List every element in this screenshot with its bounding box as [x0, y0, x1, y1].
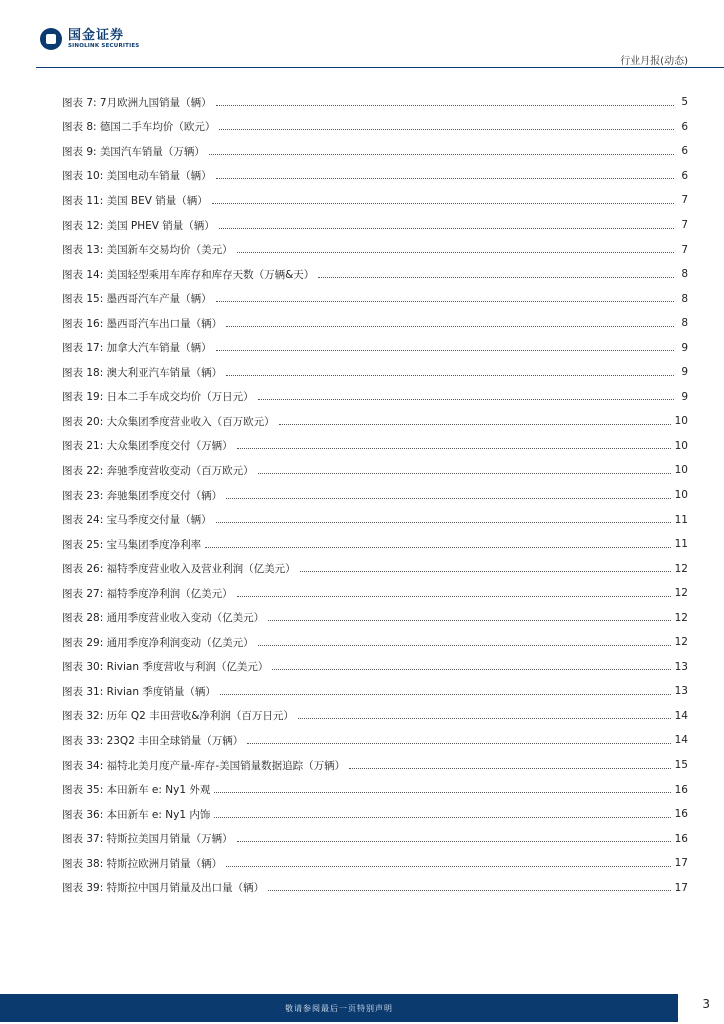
toc-entry-label: 图表 35: 本田新车 e: Ny1 外观 [62, 784, 211, 797]
toc-dot-leader [258, 399, 674, 400]
toc-entry-page: 13 [674, 660, 688, 673]
toc-entry-label: 图表 36: 本田新车 e: Ny1 内饰 [62, 808, 211, 821]
toc-entry-label: 图表 24: 宝马季度交付量（辆） [62, 514, 212, 527]
toc-entry[interactable] [62, 409, 688, 434]
toc-entry-page: 17 [674, 857, 688, 870]
toc-entry-page: 12 [674, 636, 688, 649]
toc-dot-leader [279, 424, 671, 425]
toc-entry-page: 6 [681, 145, 688, 158]
toc-entry-page: 8 [681, 317, 688, 330]
toc-dot-leader [216, 522, 671, 523]
header-divider [36, 67, 724, 68]
toc-entry-page: 12 [674, 562, 688, 575]
toc-entry-page: 8 [681, 292, 688, 305]
toc-entry-label: 图表 12: 美国 PHEV 销量（辆） [62, 219, 215, 232]
toc-entry-label: 图表 15: 墨西哥汽车产量（辆） [62, 293, 212, 306]
toc-entry-label: 图表 16: 墨西哥汽车出口量（辆） [62, 317, 223, 330]
toc-dot-leader [237, 448, 671, 449]
toc-entry-page: 17 [674, 881, 688, 894]
toc-entry-page: 5 [681, 96, 688, 109]
toc-dot-leader [219, 228, 674, 229]
toc-entry[interactable] [62, 876, 688, 901]
toc-dot-leader [226, 375, 674, 376]
toc-entry-page: 15 [674, 759, 688, 772]
toc-entry-page: 11 [674, 513, 688, 526]
toc-dot-leader [268, 890, 671, 891]
toc-entry[interactable] [62, 237, 688, 262]
toc-dot-leader [247, 743, 670, 744]
toc-entry-label: 图表 34: 福特北美月度产量-库存-美国销量数据追踪（万辆） [62, 759, 346, 772]
toc-entry[interactable] [62, 115, 688, 140]
toc-entry-label: 图表 21: 大众集团季度交付（万辆） [62, 440, 233, 453]
toc-entry-page: 12 [674, 611, 688, 624]
toc-entry-label: 图表 26: 福特季度营业收入及营业利润（亿美元） [62, 563, 296, 576]
page-number: 3 [702, 997, 710, 1011]
toc-entry-page: 10 [674, 489, 688, 502]
toc-dot-leader [220, 694, 671, 695]
toc-entry-label: 图表 28: 通用季度营业收入变动（亿美元） [62, 612, 265, 625]
toc-entry[interactable] [62, 704, 688, 729]
toc-entry-label: 图表 29: 通用季度净利润变动（亿美元） [62, 636, 254, 649]
toc-entry-label: 图表 32: 历年 Q2 丰田营收&净利润（百万日元） [62, 710, 294, 723]
toc-entry[interactable] [62, 679, 688, 704]
toc-entry[interactable] [62, 286, 688, 311]
toc-entry[interactable] [62, 188, 688, 213]
toc-dot-leader [268, 620, 671, 621]
toc-entry-label: 图表 14: 美国轻型乘用车库存和库存天数（万辆&天） [62, 268, 315, 281]
toc-entry-label: 图表 19: 日本二手车成交均价（万日元） [62, 391, 254, 404]
toc-entry-label: 图表 23: 奔驰集团季度交付（辆） [62, 489, 223, 502]
toc-entry-label: 图表 37: 特斯拉美国月销量（万辆） [62, 833, 233, 846]
toc-entry[interactable] [62, 262, 688, 287]
toc-entry[interactable] [62, 335, 688, 360]
toc-entry-label: 图表 10: 美国电动车销量（辆） [62, 170, 212, 183]
toc-entry-page: 6 [681, 120, 688, 133]
toc-dot-leader [349, 768, 670, 769]
toc-dot-leader [226, 866, 671, 867]
toc-entry-page: 10 [674, 415, 688, 428]
toc-dot-leader [237, 252, 674, 253]
toc-entry-page: 8 [681, 268, 688, 281]
toc-entry-page: 6 [681, 169, 688, 182]
toc-dot-leader [300, 571, 671, 572]
toc-entry[interactable] [62, 139, 688, 164]
toc-entry-label: 图表 11: 美国 BEV 销量（辆） [62, 194, 208, 207]
toc-dot-leader [216, 178, 674, 179]
toc-entry-page: 9 [681, 341, 688, 354]
toc-entry-label: 图表 27: 福特季度净利润（亿美元） [62, 587, 233, 600]
toc-entry-label: 图表 20: 大众集团季度营业收入（百万欧元） [62, 415, 275, 428]
toc-entry[interactable] [62, 581, 688, 606]
document-type: 行业月报(动态) [620, 56, 688, 67]
toc-entry-label: 图表 17: 加拿大汽车销量（辆） [62, 342, 212, 355]
toc-entry-page: 9 [681, 366, 688, 379]
toc-entry[interactable] [62, 532, 688, 557]
toc-entry[interactable] [62, 458, 688, 483]
toc-dot-leader [298, 718, 671, 719]
toc-entry[interactable] [62, 434, 688, 459]
toc-dot-leader [214, 792, 670, 793]
toc-entry-label: 图表 18: 澳大利亚汽车销量（辆） [62, 366, 223, 379]
toc-entry-label: 图表 22: 奔驰季度营收变动（百万欧元） [62, 464, 254, 477]
toc-dot-leader [226, 498, 671, 499]
company-logo [40, 28, 139, 50]
toc-dot-leader [237, 841, 671, 842]
toc-entry[interactable] [62, 385, 688, 410]
toc-entry[interactable] [62, 213, 688, 238]
toc-entry-page: 11 [674, 538, 688, 551]
toc-entry-page: 9 [681, 390, 688, 403]
toc-entry[interactable] [62, 630, 688, 655]
logo-chinese-name: 国金证券 [68, 27, 125, 43]
toc-entry[interactable] [62, 483, 688, 508]
toc-entry[interactable] [62, 753, 688, 778]
toc-entry[interactable] [62, 164, 688, 189]
toc-dot-leader [216, 105, 674, 106]
toc-dot-leader [219, 129, 674, 130]
toc-dot-leader [216, 301, 674, 302]
page-header [0, 0, 724, 70]
toc-entry[interactable] [62, 802, 688, 827]
toc-entry[interactable] [62, 655, 688, 680]
toc-dot-leader [237, 596, 671, 597]
toc-dot-leader [209, 154, 674, 155]
toc-dot-leader [205, 547, 671, 548]
toc-entry[interactable] [62, 777, 688, 802]
toc-entry-page: 16 [674, 808, 688, 821]
toc-entry-label: 图表 33: 23Q2 丰田全球销量（万辆） [62, 734, 244, 747]
toc-dot-leader [318, 277, 674, 278]
figure-table-of-contents [62, 90, 688, 900]
toc-entry-page: 13 [674, 685, 688, 698]
toc-entry-label: 图表 13: 美国新车交易均价（美元） [62, 244, 233, 257]
toc-dot-leader [226, 326, 674, 327]
toc-entry-page: 12 [674, 587, 688, 600]
footer-disclaimer: 敬请参阅最后一页特别声明 [285, 1004, 393, 1013]
toc-dot-leader [216, 350, 674, 351]
toc-entry-label: 图表 38: 特斯拉欧洲月销量（辆） [62, 857, 223, 870]
toc-entry-label: 图表 39: 特斯拉中国月销量及出口量（辆） [62, 882, 265, 895]
logo-english-name: SINOLINK SECURITIES [68, 42, 140, 49]
toc-entry-label: 图表 25: 宝马集团季度净利率 [62, 538, 202, 551]
toc-entry-label: 图表 7: 7月欧洲九国销量（辆） [62, 96, 212, 109]
toc-entry-page: 7 [681, 243, 688, 256]
toc-entry-page: 14 [674, 709, 688, 722]
toc-entry-page: 16 [674, 832, 688, 845]
toc-dot-leader [258, 645, 671, 646]
toc-entry[interactable] [62, 728, 688, 753]
toc-entry[interactable] [62, 851, 688, 876]
toc-entry-page: 7 [681, 194, 688, 207]
toc-entry[interactable] [62, 507, 688, 532]
toc-entry[interactable] [62, 90, 688, 115]
toc-entry-page: 14 [674, 734, 688, 747]
toc-entry[interactable] [62, 311, 688, 336]
toc-entry-page: 10 [674, 439, 688, 452]
toc-dot-leader [272, 669, 670, 670]
toc-dot-leader [258, 473, 671, 474]
toc-dot-leader [212, 203, 674, 204]
logo-icon [40, 28, 62, 50]
toc-entry-label: 图表 30: Rivian 季度营收与利润（亿美元） [62, 661, 269, 674]
toc-dot-leader [214, 817, 670, 818]
toc-entry-page: 16 [674, 783, 688, 796]
toc-entry[interactable] [62, 360, 688, 385]
toc-entry[interactable] [62, 556, 688, 581]
toc-entry-label: 图表 8: 德国二手车均价（欧元） [62, 121, 216, 134]
toc-entry-label: 图表 9: 美国汽车销量（万辆） [62, 145, 205, 158]
toc-entry[interactable] [62, 826, 688, 851]
toc-entry-label: 图表 31: Rivian 季度销量（辆） [62, 685, 216, 698]
toc-entry-page: 10 [674, 464, 688, 477]
toc-entry[interactable] [62, 605, 688, 630]
toc-entry-page: 7 [681, 219, 688, 231]
